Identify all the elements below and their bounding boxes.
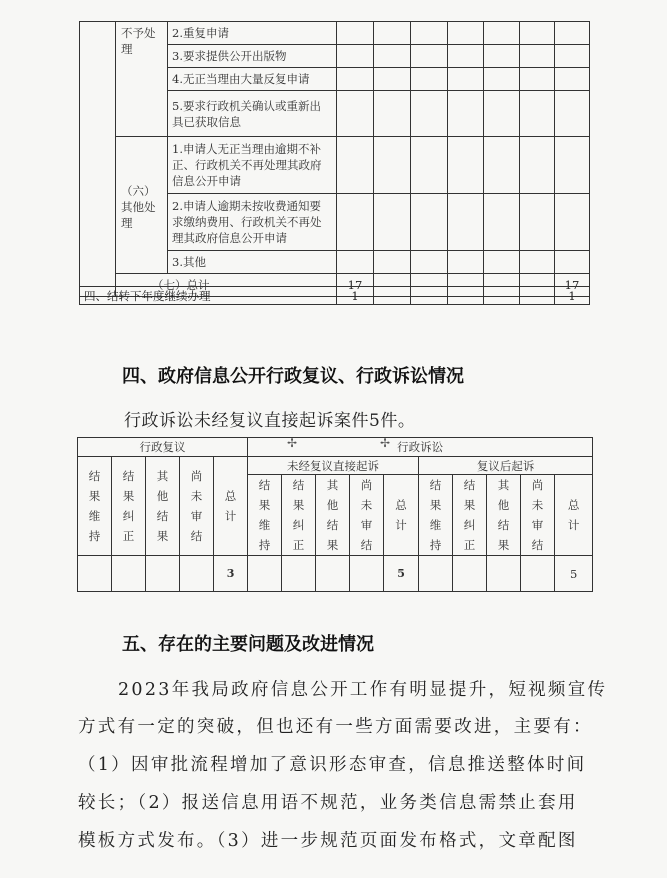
table-cell [411, 45, 448, 68]
column-header: 结 果 维 持 [78, 457, 112, 556]
lawsuit-header: 行政诉讼 [248, 438, 593, 457]
stray-mark: ✢ [287, 436, 298, 450]
table-cell [448, 68, 484, 91]
carry-over-label: 四、结转下年度继续办理 [80, 287, 337, 305]
section5-heading: 五、存在的主要问题及改进情况 [122, 634, 374, 655]
table-cell [484, 22, 520, 45]
body-line-5: 模板方式发布。（3）进一步规范页面发布格式，文章配图 [78, 831, 578, 851]
table-cell [487, 556, 521, 592]
table-cell [555, 68, 590, 91]
after-total: 5 [555, 556, 593, 592]
disposal-table [79, 21, 590, 297]
body-line-2: 方式有一定的突破，但也还有一些方面需要改进，主要有： [78, 717, 593, 737]
table-cell [448, 194, 484, 251]
table-cell [78, 556, 112, 592]
table-cell [484, 194, 520, 251]
sub-item: 2.申请人逾期未按收费通知要求缴纳费用、行政机关不再处理其政府信息公开申请 [168, 194, 337, 251]
table-cell [374, 91, 411, 137]
column-header: 总 计 [555, 475, 593, 556]
table-cell [112, 556, 146, 592]
sub-item: 4.无正当理由大量反复申请 [168, 68, 337, 91]
table-cell [520, 251, 555, 274]
table-cell [448, 287, 484, 305]
table-cell [337, 91, 374, 137]
table-cell [448, 91, 484, 137]
table-cell [337, 22, 374, 45]
column-header: 其 他 结 果 [146, 457, 180, 556]
table-cell [520, 287, 555, 305]
table-cell [419, 556, 453, 592]
table-cell [520, 91, 555, 137]
sub-item: 3.其他 [168, 251, 337, 274]
direct-suit-header: 未经复议直接起诉 [248, 457, 419, 475]
column-header: 结 果 维 持 [419, 475, 453, 556]
column-header: 结 果 纠 正 [282, 475, 316, 556]
table-cell [411, 91, 448, 137]
category-no-process: 不予处理 [116, 22, 168, 137]
table-cell [555, 91, 590, 137]
table-cell [374, 251, 411, 274]
table-cell [484, 251, 520, 274]
column-header: 结 果 维 持 [248, 475, 282, 556]
column-header: 其 他 结 果 [487, 475, 521, 556]
body-line-1: 2023年我局政府信息公开工作有明显提升，短视频宣传 [118, 680, 608, 700]
table-cell [411, 251, 448, 274]
table-cell [555, 194, 590, 251]
table-cell [374, 287, 411, 305]
table-cell [316, 556, 350, 592]
column-header: 结 果 纠 正 [112, 457, 146, 556]
table-cell [484, 68, 520, 91]
carry-first-value: 1 [337, 287, 374, 305]
direct-total: 5 [384, 556, 419, 592]
table-cell [484, 137, 520, 194]
review-lawsuit-table [77, 437, 593, 592]
section4-intro: 行政诉讼未经复议直接起诉案件5件。 [124, 411, 416, 431]
after-review-header: 复议后起诉 [419, 457, 593, 475]
table-cell [484, 287, 520, 305]
section4-heading: 四、政府信息公开行政复议、行政诉讼情况 [122, 366, 464, 387]
table-cell [520, 22, 555, 45]
table-cell [448, 251, 484, 274]
stray-mark: ✢ [380, 436, 391, 450]
table-cell [374, 194, 411, 251]
total-last-value: 17 [555, 274, 590, 297]
table-cell [411, 22, 448, 45]
table-cell [411, 137, 448, 194]
body-line-3: （1）因审批流程增加了意识形态审查，信息推送整体时间 [78, 755, 587, 775]
table-cell [337, 251, 374, 274]
table-cell [374, 137, 411, 194]
table-cell [555, 251, 590, 274]
column-header: 尚 未 审 结 [180, 457, 214, 556]
sub-item: 3.要求提供公开出版物 [168, 45, 337, 68]
table-cell [520, 45, 555, 68]
sub-item: 1.申请人无正当理由逾期不补正、行政机关不再处理其政府信息公开申请 [168, 137, 337, 194]
table-cell [411, 68, 448, 91]
table-cell [180, 556, 214, 592]
table-cell [555, 22, 590, 45]
sub-item: 5.要求行政机关确认或重新出具已获取信息 [168, 91, 337, 137]
table-cell [453, 556, 487, 592]
column-header: 结 果 纠 正 [453, 475, 487, 556]
table-cell [337, 137, 374, 194]
carry-over-row [79, 286, 590, 305]
column-header: 尚 未 审 结 [350, 475, 384, 556]
carry-last-value: 1 [555, 287, 590, 305]
review-total: 3 [214, 556, 248, 592]
review-header: 行政复议 [78, 438, 248, 457]
table-cell [337, 68, 374, 91]
table-cell [146, 556, 180, 592]
table-cell [448, 45, 484, 68]
table-cell [448, 22, 484, 45]
table-cell [374, 22, 411, 45]
table-cell [411, 287, 448, 305]
table-cell [282, 556, 316, 592]
body-line-4: 较长；（2）报送信息用语不规范，业务类信息需禁止套用 [78, 793, 578, 813]
table-cell [350, 556, 384, 592]
table-cell [374, 45, 411, 68]
table-cell [521, 556, 555, 592]
table-cell [520, 137, 555, 194]
table-cell [520, 194, 555, 251]
left-blank-cell [80, 22, 116, 297]
table-cell [248, 556, 282, 592]
column-header: 总 计 [214, 457, 248, 556]
table-cell [448, 137, 484, 194]
sub-item: 2.重复申请 [168, 22, 337, 45]
column-header: 其 他 结 果 [316, 475, 350, 556]
table-cell [484, 45, 520, 68]
total-row-label: （七）总计 [116, 274, 337, 297]
table-cell [484, 91, 520, 137]
table-cell [555, 45, 590, 68]
table-cell [520, 68, 555, 91]
table-cell [555, 137, 590, 194]
total-first-value: 17 [337, 274, 374, 297]
column-header: 尚 未 审 结 [521, 475, 555, 556]
table-cell [337, 194, 374, 251]
column-header: 总 计 [384, 475, 419, 556]
table-cell [374, 68, 411, 91]
table-cell [337, 45, 374, 68]
category-other-process: （六）其他处理 [116, 137, 168, 274]
table-cell [411, 194, 448, 251]
